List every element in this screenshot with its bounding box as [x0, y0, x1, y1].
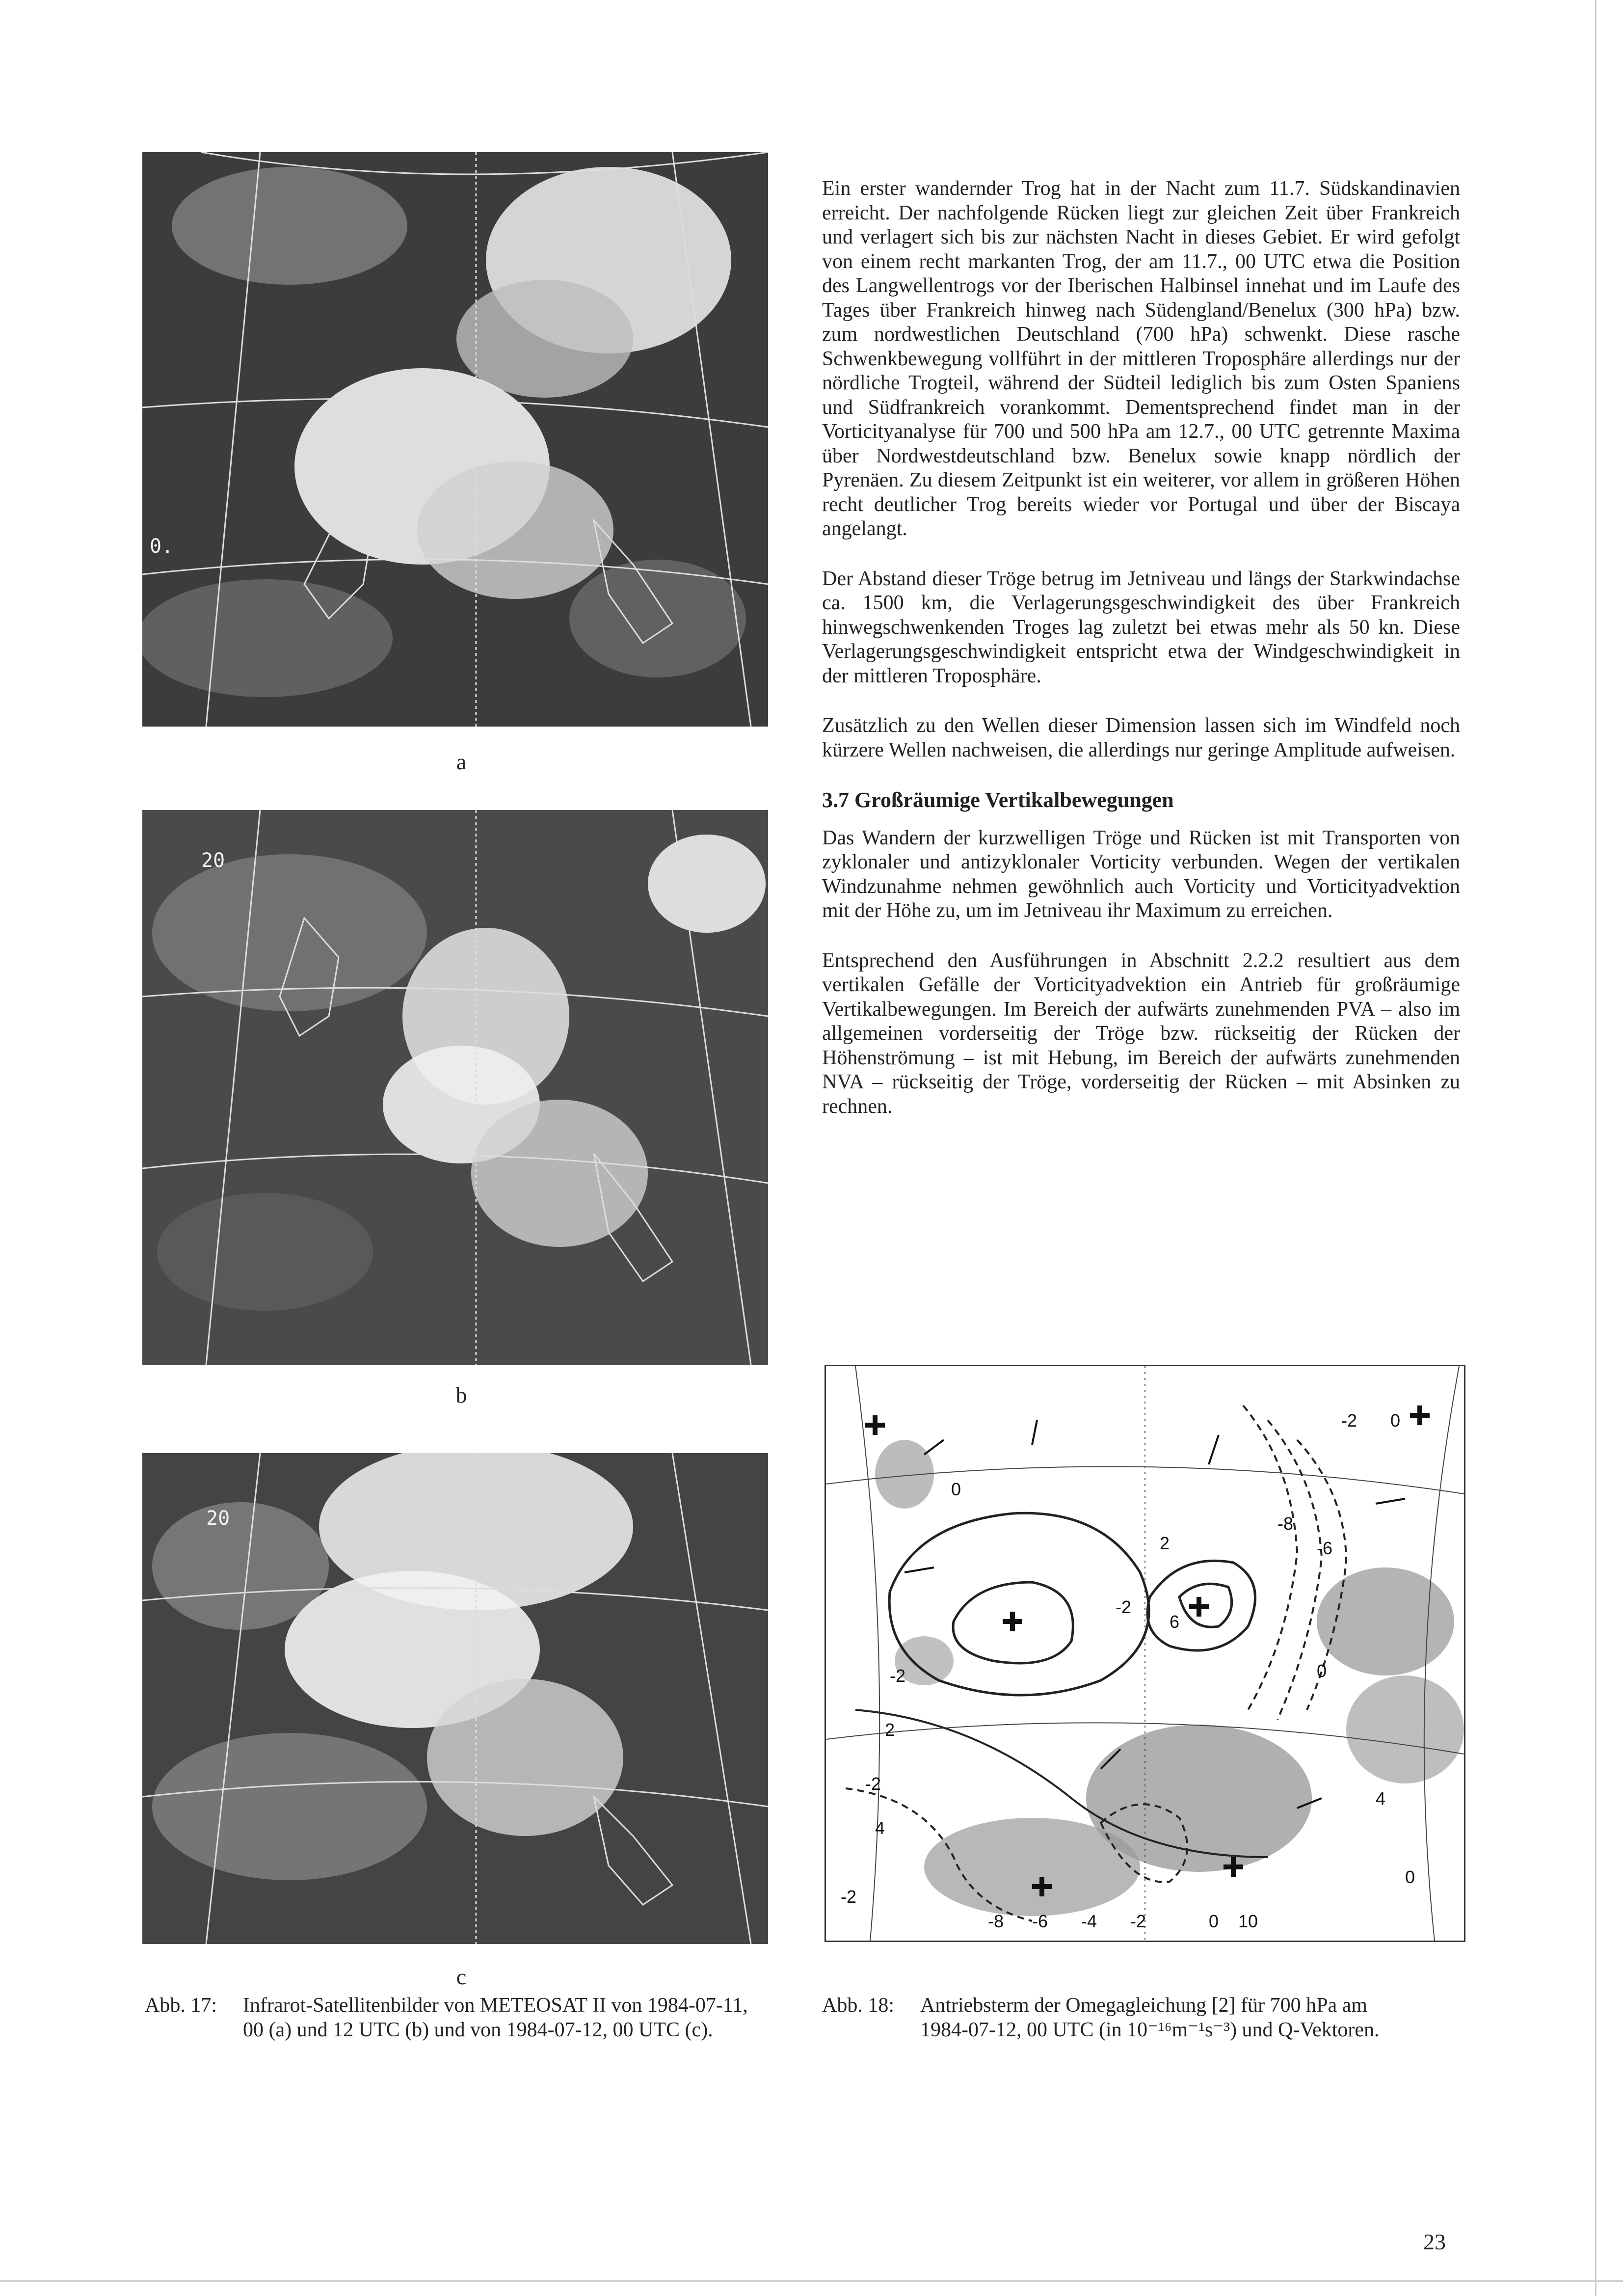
contour-label: -2: [890, 1666, 906, 1686]
contour-label: 0: [1405, 1867, 1415, 1887]
figure-17-caption-label: Abb. 17:: [145, 1994, 217, 2017]
contour-label: -2: [1130, 1911, 1146, 1931]
body-text-column: [822, 177, 1460, 1144]
contour-label: 0: [1209, 1911, 1219, 1931]
paragraph-vorticity-transport: Das Wandern der kurzwelligen Tröge und Rücken ist mit Transporten von zyklonaler und antizyklonaler Vorticity verbunden. Wegen der vertikalen Windzunahme nehmen gewöhnlich auch Vorticity und Vorticityadvektion mit der Höhe zu, um im Jetniveau ihr Maximum zu erreichen.: [822, 826, 1460, 922]
panel-label-b: b: [455, 1382, 467, 1407]
contour-label: 4: [875, 1818, 885, 1838]
contour-label: 6: [1170, 1612, 1180, 1632]
contour-label: -4: [1081, 1911, 1097, 1931]
panel-label-a: a: [456, 749, 467, 774]
contour-label: 0: [1390, 1410, 1401, 1431]
contour-label: -2: [1341, 1410, 1357, 1431]
contour-label: -2: [841, 1887, 857, 1907]
paragraph-short-waves: Zusätzlich zu den Wellen dieser Dimension lassen sich im Windfeld noch kürzere Wellen nachweisen, die allerdings nur geringe Amplitude aufweisen.: [822, 714, 1460, 761]
contour-label: -2: [865, 1774, 881, 1794]
paragraph-trough-distance: Der Abstand dieser Tröge betrug im Jetniveau und längs der Starkwindachse ca. 1500 km, die Verlagerungsgeschwindigkeit des über Frankreich hinwegschwenkenden Troges lag zuletzt bei etwas mehr als 50 kn. Diese Verlagerungsgeschwindigkeit entspricht etwa der Windgeschwindigkeit in der mittleren Troposphäre.: [822, 567, 1460, 687]
contour-label: -2: [1116, 1597, 1132, 1617]
figure-18-caption-line1: Antriebsterm der Omegagleichung [2] für 700 hPa am: [920, 1994, 1367, 2017]
figure-17-caption: [145, 1993, 793, 2047]
contour-label: 0: [951, 1479, 961, 1499]
overlay-number-c: 20: [206, 1507, 230, 1530]
panel-label-c: c: [456, 1964, 467, 1989]
contour-label: -8: [988, 1911, 1004, 1931]
paragraph-vertical-motion: Entsprechend den Ausführungen in Abschnitt 2.2.2 resultiert aus dem vertikalen Gefälle der Vorticityadvektion ein Antrieb für großräumige Vertikalbewegungen. Im Bereich der aufwärts zunehmenden PVA – also im allgemeinen vorderseitig der Tröge bzw. rückseitig der Rücken der Höhenströmung – ist mit Hebung, im Bereich der aufwärts zunehmenden NVA – rückseitig der Tröge, vorderseitig der Rücken – mit Absinken zu rechnen.: [822, 949, 1460, 1118]
overlay-number-b: 20: [201, 849, 225, 872]
contour-label: -6: [1317, 1538, 1333, 1558]
figure-18-caption-label: Abb. 18:: [822, 1994, 894, 2017]
satellite-image-a: [142, 152, 768, 727]
contour-label: -6: [1032, 1911, 1048, 1931]
right-edge-line: [1595, 0, 1596, 2296]
satellite-image-c: [142, 1453, 768, 1944]
overlay-number-a: 0.: [150, 535, 174, 558]
omega-forcing-map: [825, 1365, 1465, 1942]
contour-label: 0: [1317, 1661, 1327, 1681]
contour-label: 10: [1238, 1911, 1258, 1931]
satellite-image-b: [142, 810, 768, 1365]
figure-18-caption: [822, 1993, 1470, 2047]
contour-label: 2: [885, 1720, 895, 1740]
contour-labels: [826, 1366, 1464, 1941]
paragraph-troughs: Ein erster wandernder Trog hat in der Nacht zum 11.7. Südskandinavien erreicht. Der nachfolgende Rücken liegt zur gleichen Zeit über Frankreich und verlagert sich bis zur nächsten Nacht in dieses Gebiet. Er wird gefolgt von einem recht markanten Trog, der am 11.7., 00 UTC etwa die Position des Langwellentrogs vor der Iberischen Halbinsel innehat und im Laufe des Tages über Frankreich hinweg nach Südengland/Benelux (300 hPa) bzw. zum nordwestlichen Deutschland (700 hPa) schwenkt. Diese rasche Schwenkbewegung vollführt in der mittleren Troposphäre allerdings nur der nördliche Trogteil, während der Südteil lediglich bis zum Osten Spaniens und Südfrankreich vorankommt. Dementsprechend findet man in der Vorticityanalyse für 700 und 500 hPa am 12.7., 00 UTC getrennte Maxima über Nordwestdeutschland bzw. Benelux sowie knapp nördlich der Pyrenäen. Zu diesem Zeitpunkt ist ein weiterer, vor allem in größeren Höhen recht deutlicher Trog bereits wieder vor Portugal und über der Biscaya angelangt.: [822, 177, 1460, 540]
section-heading: 3.7 Großräumige Vertikalbewegungen: [822, 788, 1174, 812]
figure-17-caption-line2: 00 (a) und 12 UTC (b) und von 1984-07-12, 00 UTC (c).: [243, 2019, 713, 2041]
bottom-edge-line: [0, 2280, 1623, 2282]
contour-label: 4: [1376, 1788, 1386, 1809]
page-number: 23: [1423, 2229, 1446, 2254]
figure-17-caption-line1: Infrarot-Satellitenbilder von METEOSAT II von 1984-07-11,: [243, 1994, 748, 2017]
figure-18-caption-line2: 1984-07-12, 00 UTC (in 10⁻¹⁶m⁻¹s⁻³) und Q-Vektoren.: [920, 2019, 1380, 2041]
contour-label: 2: [1160, 1533, 1170, 1553]
contour-label: -8: [1277, 1513, 1294, 1534]
